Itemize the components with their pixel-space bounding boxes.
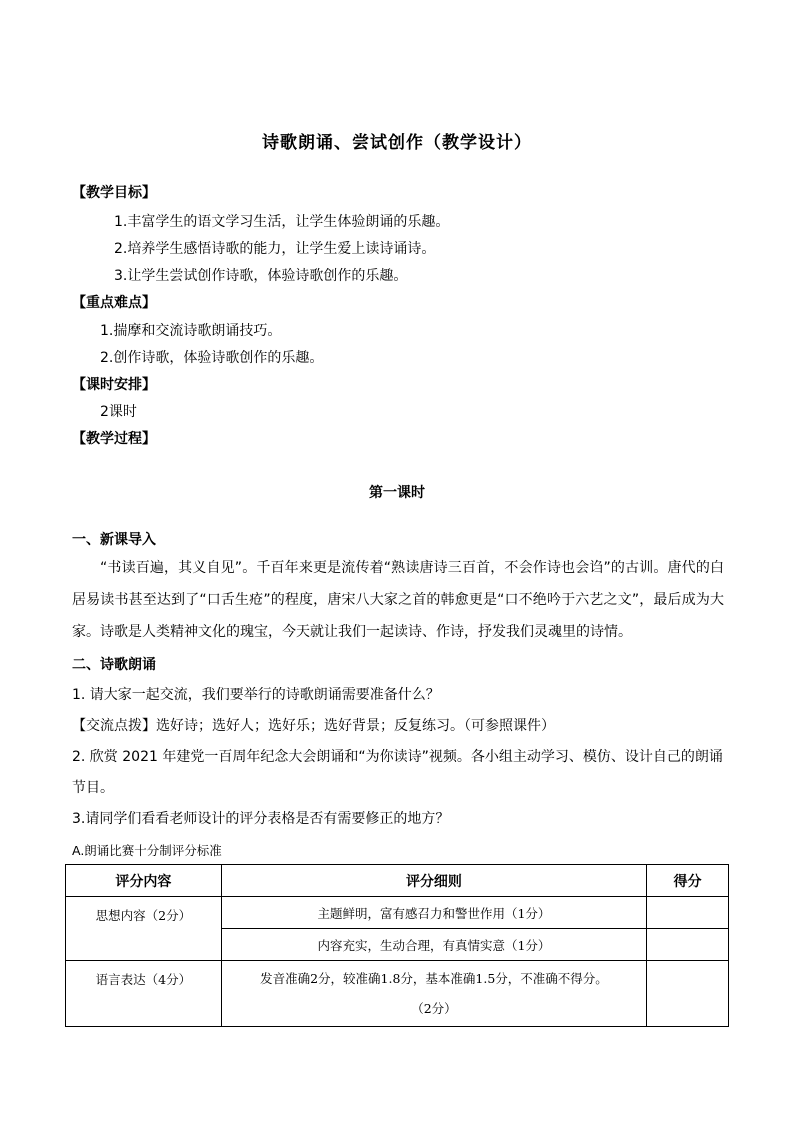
detail-cell: 主题鲜明，富有感召力和警世作用（1分）: [221, 897, 646, 929]
table-caption: A.朗诵比赛十分制评分标准: [72, 843, 222, 858]
document-title: 诗歌朗诵、尝试创作（教学设计）: [262, 133, 532, 153]
table-row: [66, 961, 729, 1027]
score-cell: [647, 929, 729, 961]
table-row: [66, 897, 729, 929]
recitation-heading: 二、诗歌朗诵: [72, 657, 156, 673]
goal-item: 1.丰富学生的语文学习生活，让学生体验朗诵的乐趣。: [114, 214, 450, 230]
goal-item: 2.培养学生感悟诗歌的能力，让学生爱上读诗诵诗。: [114, 241, 436, 257]
question-1: 1. 请大家一起交流，我们要举行的诗歌朗诵需要准备什么？: [72, 687, 440, 703]
table-header-row: [66, 865, 729, 897]
schedule-heading: 【课时安排】: [72, 377, 156, 393]
discussion-tip: 【交流点拨】选好诗；选好人；选好乐；选好背景；反复练习。（可参照课件）: [72, 718, 555, 734]
header-category: 评分内容: [66, 865, 222, 897]
score-table: [65, 864, 729, 1027]
detail-cell: 内容充实，生动合理，有真情实意（1分）: [221, 929, 646, 961]
process-heading: 【教学过程】: [72, 431, 156, 447]
question-2-cont: 节目。: [72, 780, 114, 796]
goal-item: 3.让学生尝试创作诗歌，体验诗歌创作的乐趣。: [114, 268, 408, 284]
score-cell: [647, 897, 729, 929]
category-cell: 语言表达（4分）: [66, 961, 222, 1027]
key-point-item: 2.创作诗歌，体验诗歌创作的乐趣。: [100, 350, 324, 366]
category-cell: 思想内容（2分）: [66, 897, 222, 961]
schedule-text: 2课时: [100, 404, 137, 420]
key-point-item: 1.揣摩和交流诗歌朗诵技巧。: [100, 323, 282, 339]
intro-paragraph: “书读百遍，其义自见”。千百年来更是流传着“熟读唐诗三百首，不会作诗也会诌”的古训。唐代的白居易读书甚至达到了“口舌生疮”的程度，唐宋八大家之首的韩愈更是“口不绝吟于六艺之文”，最后成为大家。诗歌是人类精神文化的瑰宝，今天就让我们一起读诗、作诗，抒发我们灵魂里的诗情。: [72, 560, 724, 640]
goals-heading: 【教学目标】: [72, 185, 156, 201]
score-cell: [647, 961, 729, 1027]
intro-heading: 一、新课导入: [72, 532, 156, 548]
question-2: 2. 欣赏 2021 年建党一百周年纪念大会朗诵和“为你读诗”视频。各小组主动学习、模仿、设计自己的朗诵: [72, 749, 723, 765]
question-3: 3.请同学们看看老师设计的评分表格是否有需要修正的地方？: [72, 811, 450, 827]
detail-line: 发音准确2分，较准确1.8分，基本准确1.5分，不准确不得分。: [260, 970, 608, 986]
detail-line: （2分）: [411, 1000, 457, 1016]
lesson-title: 第一课时: [369, 485, 425, 501]
header-score: 得分: [647, 865, 729, 897]
detail-cell: [221, 961, 646, 1027]
header-details: 评分细则: [221, 865, 646, 897]
key-points-heading: 【重点难点】: [72, 295, 156, 311]
